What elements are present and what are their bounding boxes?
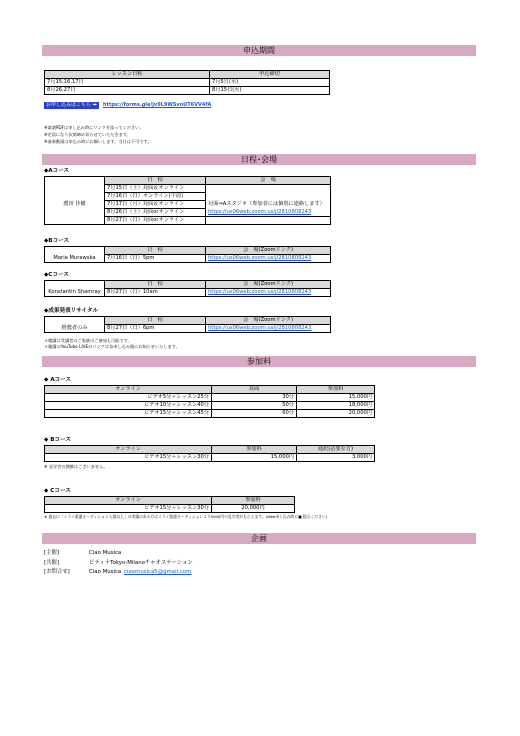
course-c-title: ◆Cコース	[44, 272, 69, 278]
fee-b-header-interpreter: 通訳(必要な方)	[297, 446, 375, 454]
apply-deadline-1: 7月5日(水)	[210, 79, 330, 87]
fee-c-header-online: オンライン	[45, 497, 212, 505]
course-b-title: ◆Bコース	[44, 238, 70, 244]
fee-a-row3-online: ビデオ15分＋レッスン45分	[45, 410, 212, 418]
plan-organizer-label: [主催]	[44, 550, 59, 556]
course-b-header-date: 日 程	[105, 247, 206, 255]
section-band-fee: 参加料	[42, 356, 476, 367]
course-a-header-venue: 会 場	[206, 177, 331, 185]
apply-date-1: 7月15,16,17日	[45, 79, 210, 87]
fee-c-row1-online: ビデオ15分＋レッスン30分	[45, 505, 212, 513]
course-a-teacher: 薦田 佳樹	[45, 185, 105, 225]
plan-cohost-label: [共催]	[44, 560, 59, 566]
section-band-schedule: 日程･会場	[42, 154, 476, 165]
apply-header-date: レッスン日程	[45, 71, 210, 79]
fee-c-note: ※ 過去に「ミラノ派遣オーディション入賞以上」の実績のある方はミラノ派遣オーディションより5000円の見学者がもらえます。(Web申し込み時に■ 提示ください)	[44, 514, 328, 519]
course-b-zoom-link[interactable]: https://us06web.zoom.us/j/2810808243	[206, 255, 331, 263]
course-c-date: 8月27日（日）10am	[105, 289, 206, 297]
course-c-header-venue: 会 場(Zoomリンク)	[206, 281, 331, 289]
recital-header-venue: 会 場(Zoomリンク)	[206, 317, 331, 325]
fee-c-row1-fee: 20,000円	[212, 505, 295, 513]
section-band-plan: 企画	[42, 533, 476, 544]
section-band-apply: 申込期間	[42, 45, 476, 56]
course-a-table	[44, 176, 331, 225]
fee-a-table	[44, 385, 375, 418]
fee-b-row1-online: ビデオ15分＋レッスン30分	[45, 454, 212, 462]
fee-a-row3-fee: 20,000円	[297, 410, 375, 418]
course-c-table	[44, 280, 331, 297]
recital-title: ◆成果発表リサイタル	[44, 308, 99, 314]
fee-a-row1-inperson: 30分	[212, 394, 297, 402]
fee-a-header-fee: 参加料	[297, 386, 375, 394]
recital-date: 8月27日（日）6pm	[105, 325, 206, 333]
fee-b-row1-interpreter: 3,000円	[297, 454, 375, 462]
plan-contact-email[interactable]: ciaomusica5@gmail.com	[124, 569, 192, 575]
course-a-zoom-link[interactable]: https://us06web.zoom.us/j/2810808243	[206, 209, 331, 217]
fee-b-row1-fee: 15,000円	[212, 454, 297, 462]
apply-form-link[interactable]: https://forms.gle/jv9L9WSvoUT6VV4fA	[103, 102, 212, 108]
fee-b-header-fee: 参加料	[212, 446, 297, 454]
fee-b-note: ※ 見学会の開催はございません。	[44, 464, 108, 469]
fee-c-table	[44, 496, 295, 513]
apply-header-deadline: 申込締切	[210, 71, 330, 79]
apply-date-2: 8月26,27日	[45, 87, 210, 95]
fee-a-row2-inperson: 50分	[212, 402, 297, 410]
plan-organizer-value: Ciao Musica	[89, 550, 122, 556]
course-a-venue: 対面⇒Aスタジオ（参加者には個別に連絡します）	[206, 201, 331, 209]
apply-note-1: ※楽譜PDFは申し込み時にリンクを添ってください。	[44, 125, 144, 130]
fee-c-title: ◆ Cコース	[44, 488, 71, 494]
fee-a-row2-online: ビデオ10分＋レッスン40分	[45, 402, 212, 410]
course-b-teacher: Maria Murawska	[45, 255, 105, 263]
fee-a-title: ◆ Aコース	[44, 377, 72, 383]
plan-contact-value: Ciao Musica	[89, 569, 122, 575]
apply-button[interactable]: お申し込みはこちら ➡	[46, 102, 97, 108]
fee-a-row3-inperson: 60分	[212, 410, 297, 418]
course-a-date-4: 8月26日（土）対面orオンライン	[105, 209, 206, 217]
course-b-header-venue: 会 場(Zoomリンク)	[206, 247, 331, 255]
recital-table	[44, 316, 331, 333]
course-b-date: 7月16日（日）5pm	[105, 255, 206, 263]
course-b-table	[44, 246, 331, 263]
course-a-date-5: 8月27日（日）対面orオンライン	[105, 217, 206, 225]
course-a-header-date: 日 程	[105, 177, 206, 185]
recital-teacher: 推薦者のみ	[45, 325, 105, 333]
course-a-date-2: 7月16日（日）オンライン(午前)	[105, 193, 206, 201]
fee-b-title: ◆ Bコース	[44, 437, 72, 443]
fee-c-header-fee: 参加料	[212, 497, 295, 505]
plan-contact-label: [お問合せ]	[44, 569, 70, 575]
course-c-zoom-link[interactable]: https://us06web.zoom.us/j/2810808243	[206, 289, 331, 297]
apply-deadline-2: 8月15日(火)	[210, 87, 330, 95]
fee-a-header-online: オンライン	[45, 386, 212, 394]
fee-b-header-online: オンライン	[45, 446, 212, 454]
fee-a-row1-online: ビデオ5分＋レッスン25分	[45, 394, 212, 402]
course-a-date-3: 7月17日（月）対面＆オンライン	[105, 201, 206, 209]
fee-a-row1-fee: 15,000円	[297, 394, 375, 402]
course-a-title: ◆Aコース	[44, 168, 70, 174]
plan-cohost-value: ピティナTokyo-Milanoチャオステーション	[89, 560, 193, 566]
recital-header-date: 日 程	[105, 317, 206, 325]
recital-note-2: ＊聴講のYouTube LIVEのリンクは各申し込み後にお知らせいたします。	[44, 344, 180, 349]
apply-table	[44, 70, 330, 95]
course-c-header-date: 日 程	[105, 281, 206, 289]
recital-note-1: ＊聴講は受講者のご家族のご参加も可能です。	[44, 338, 132, 343]
course-c-teacher: Konstantin Shamray	[45, 289, 105, 297]
recital-zoom-link[interactable]: https://us06web.zoom.us/j/2810808243	[206, 325, 331, 333]
apply-note-2: ※定員になり次第締め切らせていただきます。	[44, 132, 131, 137]
apply-note-3: ※演奏動画は申込み時にお願いします。当日は不可です。	[44, 139, 152, 144]
fee-b-table	[44, 445, 375, 462]
fee-a-header-inperson: 対面	[212, 386, 297, 394]
fee-a-row2-fee: 18,000円	[297, 402, 375, 410]
course-a-date-1: 7月15日（土）対面＆オンライン	[105, 185, 206, 193]
